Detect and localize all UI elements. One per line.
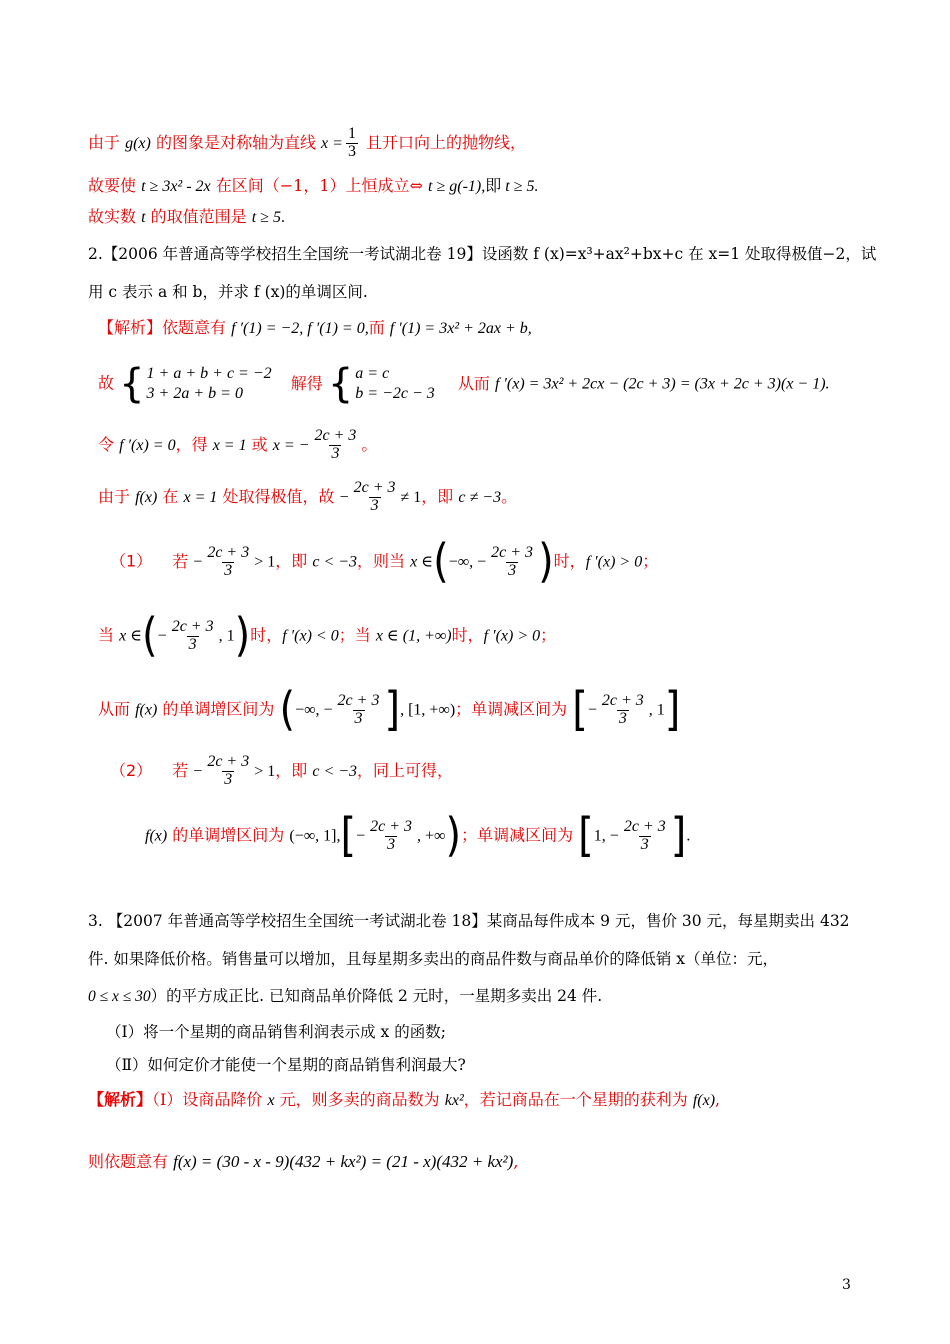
fraction: $\frac{2c + 3}{3}$ <box>337 691 380 727</box>
solution-2-monotonic-1: 从而 f(x) 的单调增区间为 (−∞, − $\frac{2c + 3}{3}$ ], [1, +∞)；单调减区间为 [− $\frac{2c + 3}{3}$ , 1] <box>98 683 681 737</box>
question-2: （Ⅱ）如何定价才能使一个星期的商品销售利润最大? <box>106 1056 466 1074</box>
problem-2-line-1: 2.【2006 年普通高等学校招生全国统一考试湖北卷 19】设函数 f (x)=x³+ax²+bx+c 在 x=1 处取得极值−2，试 <box>88 245 877 263</box>
solution-2-system: 故 { 1 + a + b + c = −2 3 + 2a + b = 0 解得 { a = c b = −2c − 3 从而 f ′(x) = 3x² + 2cx − (2c + 3) = (3x + 2c + 3)(x − 1). <box>98 361 830 407</box>
solution-3-line-1: 【解析】（Ⅰ）设商品降价 x 元，则多卖的商品数为 kx²，若记商品在一个星期的获利为 f(x), <box>88 1090 721 1109</box>
fraction: $\frac{2c + 3}{3}$ <box>370 817 413 853</box>
fraction: $\frac{1}{3}$ <box>347 125 356 160</box>
fraction: $\frac{2c + 3}{3}$ <box>353 479 396 514</box>
fraction: $\frac{2c + 3}{3}$ <box>171 617 214 653</box>
problem-3-line-2: 件. 如果降低价格。销售量可以增加，且每星期多卖出的商品件数与商品单价的降低销 x（单位：元， <box>88 950 779 968</box>
line-t-condition: 故要使 t ≥ 3x² - 2x 在区间（−1，1）上恒成立⇔ t ≥ g(-1),即 t ≥ 5. <box>88 176 539 195</box>
solution-2-monotonic-2: f(x) 的单调增区间为 (−∞, 1],[− $\frac{2c + 3}{3}$ , +∞)；单调减区间为 [1, − $\frac{2c + 3}{3}$ ]. <box>145 809 691 863</box>
solution-3-line-2: 则依题意有 f(x) = (30 - x - 9)(432 + kx²) = (21 - x)(432 + kx²), <box>88 1152 519 1171</box>
line-t-range: 故实数 t 的取值范围是 t ≥ 5. <box>88 207 285 226</box>
problem-3-line-3: 0 ≤ x ≤ 30）的平方成正比. 已知商品单价降低 2 元时，一星期多卖出 24 件. <box>88 987 603 1005</box>
problem-2-line-2: 用 c 表示 a 和 b，并求 f (x)的单调区间. <box>88 283 368 301</box>
solution-system: a = c b = −2c − 3 <box>355 365 435 402</box>
solution-2-case-1: （1） 若 − $\frac{2c + 3}{3}$ > 1，即 c < −3，则当 x ∈(−∞, − $\frac{2c + 3}{3}$ )时，f ′(x) > 0； <box>110 535 659 589</box>
fraction: $\frac{2c + 3}{3}$ <box>314 427 357 462</box>
solution-2-extremum: 由于 f(x) 在 x = 1 处取得极值，故 − $\frac{2c + 3}{3}$ ≠ 1，即 c ≠ −3。 <box>98 479 518 514</box>
solution-tag: 【解析】 <box>98 318 163 337</box>
solution-2-case-2: （2） 若 − $\frac{2c + 3}{3}$ > 1，即 c < −3，同上可得， <box>110 753 454 788</box>
problem-3-line-1: 3. 【2007 年普通高等学校招生全国统一考试湖北卷 18】某商品每件成本 9 元，售价 30 元，每星期卖出 432 <box>88 912 850 930</box>
fraction: $\frac{2c + 3}{3}$ <box>207 543 250 579</box>
fraction: $\frac{2c + 3}{3}$ <box>623 817 666 853</box>
solution-2-case-1-cont: 当 x ∈(− $\frac{2c + 3}{3}$ , 1)时，f ′(x) < 0；当 x ∈ (1, +∞)时，f ′(x) > 0； <box>98 609 557 663</box>
fraction: $\frac{2c + 3}{3}$ <box>207 753 250 788</box>
solution-2-line-1: 【解析】依题意有 f ′(1) = −2, f ′(1) = 0,而 f ′(1) = 3x² + 2ax + b, <box>98 318 532 337</box>
left-brace: { <box>119 361 145 407</box>
solution-2-critical-points: 令 f ′(x) = 0，得 x = 1 或 x = − $\frac{2c + 3}{3}$ 。 <box>98 427 378 462</box>
fraction: $\frac{2c + 3}{3}$ <box>491 543 534 579</box>
line-g-axis: 由于 g(x) 的图象是对称轴为直线 x = $\frac{1}{3}$ 且开口向上的抛物线， <box>88 125 527 160</box>
equation-system: 1 + a + b + c = −2 3 + 2a + b = 0 <box>146 365 272 402</box>
left-brace: { <box>327 361 354 407</box>
page-number: 3 <box>842 1277 851 1293</box>
question-1: （Ⅰ）将一个星期的商品销售利润表示成 x 的函数; <box>106 1023 446 1041</box>
solution-tag: 【解析】 <box>88 1090 153 1109</box>
fraction: $\frac{2c + 3}{3}$ <box>601 691 644 727</box>
